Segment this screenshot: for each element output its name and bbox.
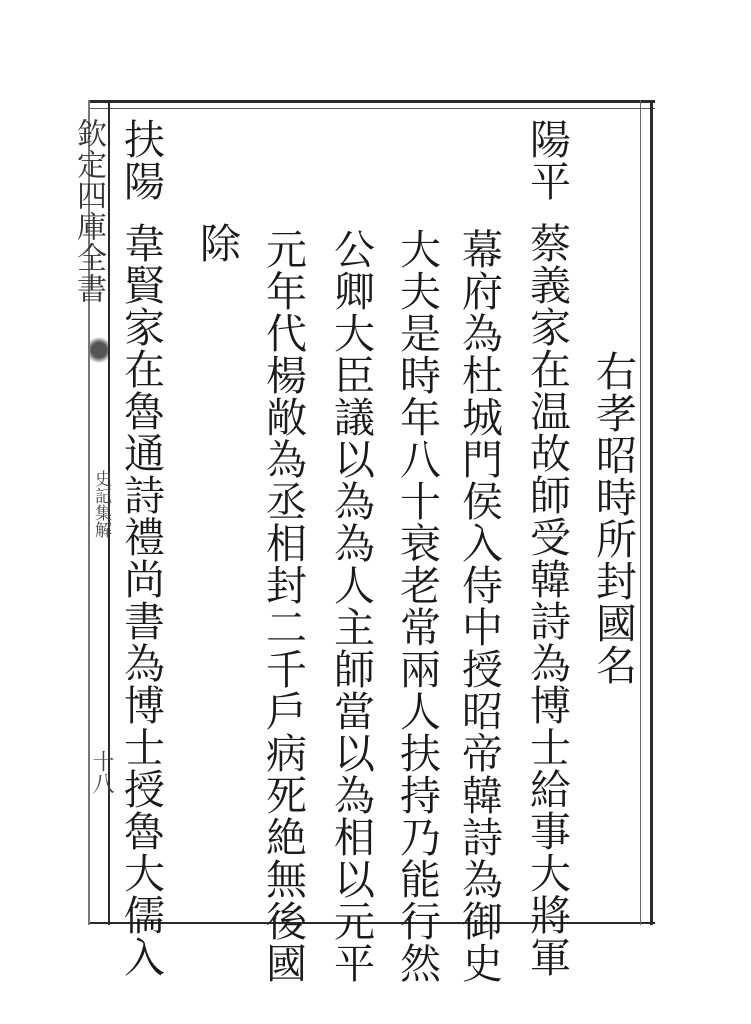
frame-top-inner-border: [90, 108, 655, 109]
frame-right-inner-border: [640, 100, 641, 925]
section-heading: 右孝昭時所封國名: [589, 350, 637, 686]
fief-name-yangping: 陽平: [523, 118, 571, 202]
text-column-5: 元年代楊敞為丞相封二千戶病死絶無後國: [259, 228, 307, 984]
margin-page-number: 十八: [89, 750, 114, 794]
frame-right-border: [650, 100, 653, 925]
text-column-7: 韋賢家在魯通詩禮尚書為博士授魯大儒入: [117, 222, 165, 978]
fief-name-fuyang: 扶陽: [117, 118, 165, 202]
text-column-6: 除: [193, 222, 241, 264]
text-column-1: 蔡義家在温故師受韓詩為博士給事大將軍: [523, 222, 571, 978]
margin-book-title: 欽定四庫全書: [71, 118, 106, 304]
margin-section-title: 史記集解: [91, 470, 111, 538]
text-column-3: 大夫是時年八十衰老常兩人扶持乃能行然: [393, 228, 441, 984]
text-column-2: 幕府為杜城門侯入侍中授昭帝韓詩為御史: [455, 228, 503, 984]
fishtail-mark: [90, 330, 108, 370]
frame-top-border: [90, 100, 655, 103]
text-column-4: 公卿大臣議以為為人主師當以為相以元平: [327, 228, 375, 984]
